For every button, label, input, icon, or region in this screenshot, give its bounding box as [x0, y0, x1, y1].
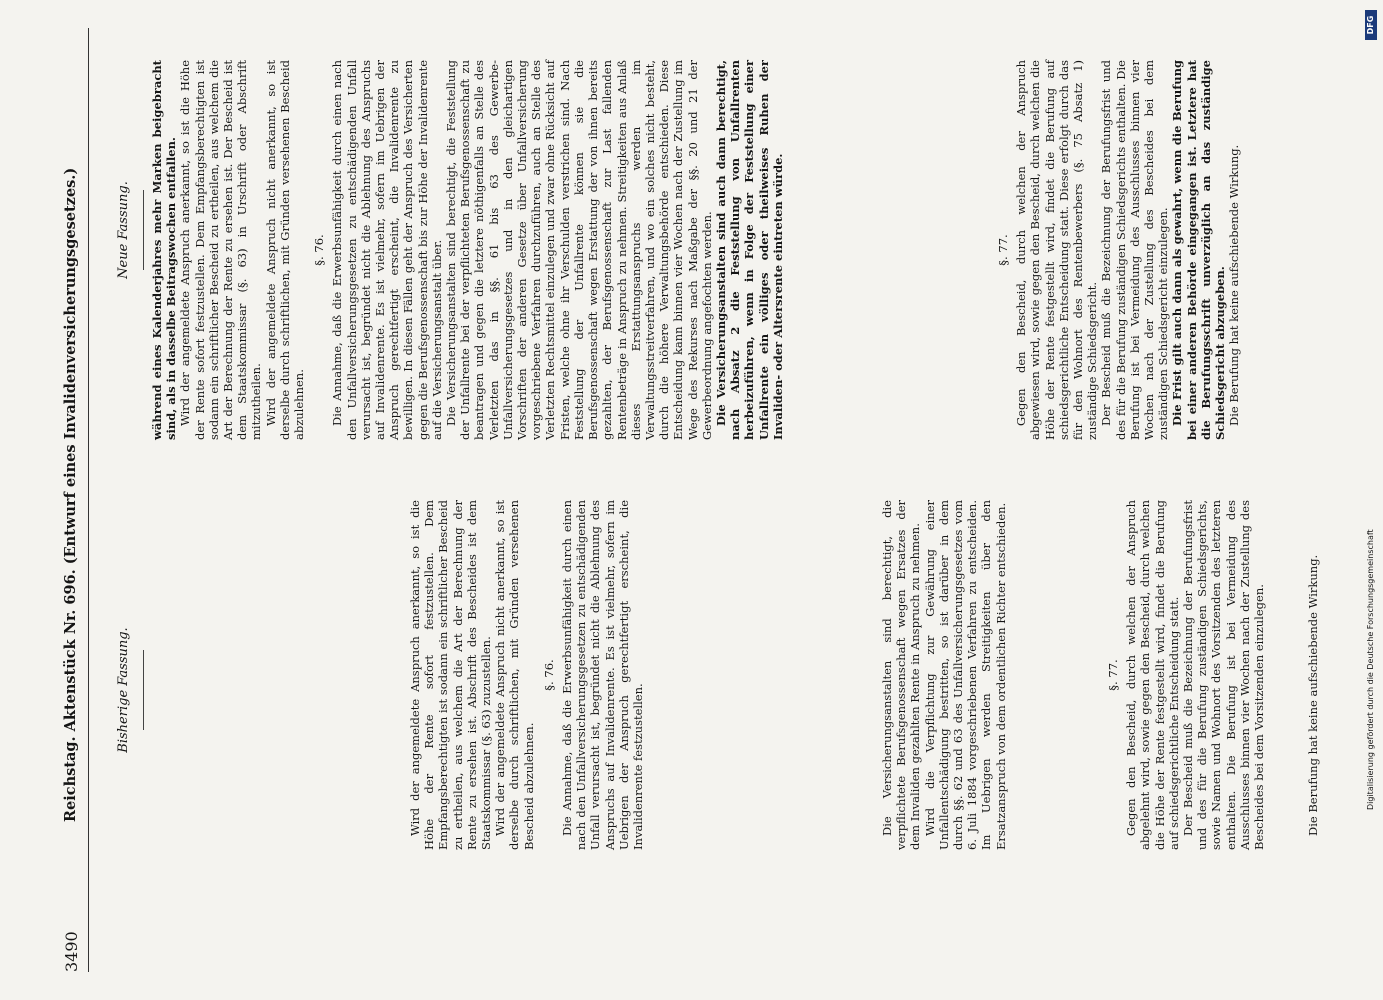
right-column-heading: Neue Fassung. — [116, 181, 131, 279]
right-para-0: während eines Kalenderjahres mehr Marken beigebracht sind, als in dasselbe Beitragswochen entfallen. — [150, 60, 179, 440]
credit-text: Digitalisierung gefördert durch die Deutsche Forschungsgemeinschaft — [1366, 529, 1375, 810]
right-section-77: §. 77. — [996, 234, 1010, 266]
right-para-4: Die Versicherungsanstalten sind berechtigt, die Feststellung der Unfallrente bei der verpflichteten Berufsgenossenschaft zu beantragen und gegen die letztere nöthigenfalls an Stelle des Verletzten das in §§. 61 bis 63 des Gewerbe-Unfallversicherungsgesetzes und in den gleichartigen Vorschriften der anderen Gesetze über Unfallversicherung vorgeschriebene Verfahren durchzuführen, auch an Stelle des Verletzten Rechtsmittel einzulegen und zwar ohne Rücksicht auf Fristen, welche ohne ihr Verschulden verstrichen sind. Nach Feststellung der Unfallrente können sie die Berufsgenossenschaft wegen Erstattung der von ihnen bereits gezahlten, der Berufsgenossenschaft zur Last fallenden Rentenbeträge in Anspruch zu nehmen. Streitigkeiten aus Anlaß dieses Erstattungsanspruchs werden im Verwaltungsstreitverfahren, und wo ein solches nicht besteht, durch die höhere Verwaltungsbehörde entschieden. Diese Entscheidung kann binnen vier Wochen nach der Zustellung im Wege des Rekurses nach Maßgabe der §§. 20 und 21 der Gewerbeordnung angefochten werden. — [444, 60, 714, 440]
left-section-77: §. 77. — [1106, 659, 1120, 691]
right-para-9: Die Berufung hat keine aufschiebende Wirkung. — [1227, 144, 1242, 426]
right-col-block-2 — [990, 60, 1241, 440]
page-header — [62, 28, 89, 972]
right-para-6: Gegen den Bescheid, durch welchen der Anspruch abgewiesen wird, sowie gegen den Bescheid, durch welchen die Höhe der Rente festgestellt wird, findet die Berufung auf schiedsgerichtliche Entscheidung statt. Diese erfolgt durch das für den Wohnort des Rentenbewerbers (§. 75 Absatz 1) zuständige Schiedsgericht. — [1014, 60, 1100, 440]
left-para-2: Wird der angemeldete Anspruch nicht anerkannt, so ist derselbe durch schriftlichen, mit Gründen versehenen Bescheid abzulehnen. — [493, 500, 536, 850]
left-para-3: Die Annahme, daß die Erwerbsunfähigkeit durch einen nach den Unfallversicherungsgesetzen zu entschädigenden Unfall verursacht ist, begründet nicht die Ablehnung des Anspruchs auf Invalidenrente. Es ist vielmehr, sofern im Uebrigen der Anspruch gerechtfertigt erscheint, die Invalidenrente festzustellen. — [560, 500, 646, 850]
left-para-1: Wird der angemeldete Anspruch anerkannt, so ist die Höhe der Rente sofort festzustellen. Dem Empfangsberechtigten ist sodann ein schriftlicher Bescheid zu ertheilen, aus welchem die Art der Berechnung der Rente zu ersehen ist. Abschrift des Bescheides ist dem Staatskommissar (§. 63) zuzustellen. — [408, 500, 494, 850]
right-heading-rule — [143, 190, 144, 270]
left-col-block-1 — [408, 500, 645, 850]
left-heading-rule — [143, 650, 144, 730]
left-para-6: Gegen den Bescheid, durch welchen der Anspruch abgelehnt wird, sowie gegen den Bescheid, durch welchen die Höhe der Rente festgestellt wird, findet die Berufung auf schiedsgerichtliche Entscheidung statt. — [1124, 500, 1181, 850]
left-col-block-3 — [1100, 500, 1320, 850]
dfg-logo: DFG — [1365, 10, 1377, 40]
left-para-7: Der Bescheid muß die Bezeichnung der Berufungsfrist und des für die Berufung zuständigen Schiedsgerichts, sowie Namen und Wohnort des Vorsitzenden des letzteren enthalten. Die Berufung ist bei Vermeidung des Ausschlusses binnen vier Wochen nach der Zustellung des Bescheides bei dem Vorsitzenden einzulegen. — [1181, 500, 1267, 850]
left-para-5: Wird die Verpflichtung zur Gewährung einer Unfallentschädigung bestritten, so ist darüber in dem durch §§. 62 und 63 des Unfallversicherungsgesetzes vom 6. Juli 1884 vorgeschriebenen Verfahren zu entscheiden. Im Uebrigen werden Streitigkeiten über den Ersatzanspruch von dem ordentlichen Richter entschieden. — [922, 500, 1008, 850]
page-header-title: Reichstag. Aktenstück Nr. 696. (Entwurf eines Invalidenversicherungsgesetzes.) — [62, 167, 79, 822]
left-para-4: Die Versicherungsanstalten sind berechtigt, die verpflichtete Berufsgenossenschaft wegen Ersatzes der dem Invaliden gezahlten Rente in Anspruch zu nehmen. — [880, 500, 923, 850]
right-para-8: Die Frist gilt auch dann als gewahrt, wenn die Berufung bei einer anderen Behörde eingegangen ist. Letztere hat die Berufungsschrift unverzüglich an das zuständige Schiedsgericht abzugeben. — [1170, 60, 1228, 440]
right-col-block-1 — [150, 60, 785, 440]
left-para-8: Die Berufung hat keine aufschiebende Wirkung. — [1306, 554, 1321, 836]
digitization-credit — [1365, 0, 1379, 1000]
right-para-2: Wird der angemeldete Anspruch nicht anerkannt, so ist derselbe durch schriftlichen, mit Gründen versehenen Bescheid abzulehnen. — [263, 60, 307, 440]
left-column-heading: Bisherige Fassung. — [116, 627, 131, 753]
left-section-76: §. 76. — [541, 659, 556, 691]
right-para-3: Die Annahme, daß die Erwerbsunfähigkeit durch einen nach den Unfallversicherungsgesetzen zu entschädigenden Unfall verursacht ist, begründet nicht die Ablehnung des Anspruchs auf Invalidenrente. Es ist vielmehr, sofern im Uebrigen der Anspruch gerechtfertigt erscheint, die Invalidenrente zu bewilligen. In diesen Fällen geht der Anspruch des Versicherten gegen die Berufsgenossenschaft bis zur Höhe der Invalidenrente auf die Versicherungsanstalt über. — [330, 60, 444, 440]
right-section-76: §. 76. — [312, 234, 327, 266]
right-para-1: Wird der angemeldete Anspruch anerkannt, so ist die Höhe der Rente sofort festzustellen. Dem Empfangsberechtigten ist sodann ein schriftlicher Bescheid zu ertheilen, aus welchem die Art der Berechnung der Rente zu ersehen ist. Der Bescheid ist dem Staatskommissar (§. 63) in Urschrift oder Abschrift mitzutheilen. — [178, 60, 264, 440]
page-number: 3490 — [62, 931, 81, 972]
right-para-7: Der Bescheid muß die Bezeichnung der Berufungsfrist und des für die Berufung zuständigen Schiedsgerichts enthalten. Die Berufung ist bei Vermeidung des Ausschlusses binnen vier Wochen nach der Zustellung des Bescheides bei dem zuständigen Schiedsgericht einzulegen. — [1099, 60, 1171, 440]
left-col-block-2 — [880, 500, 1008, 850]
right-para-5: Die Versicherungsanstalten sind auch dann berechtigt, nach Absatz 2 die Feststellung von Unfallrenten herbeizuführen, wenn in Folge der Feststellung einer Unfallrente ein völliges oder theilweises Ruhen der Invaliden- oder Altersrente eintreten würde. — [713, 60, 785, 440]
